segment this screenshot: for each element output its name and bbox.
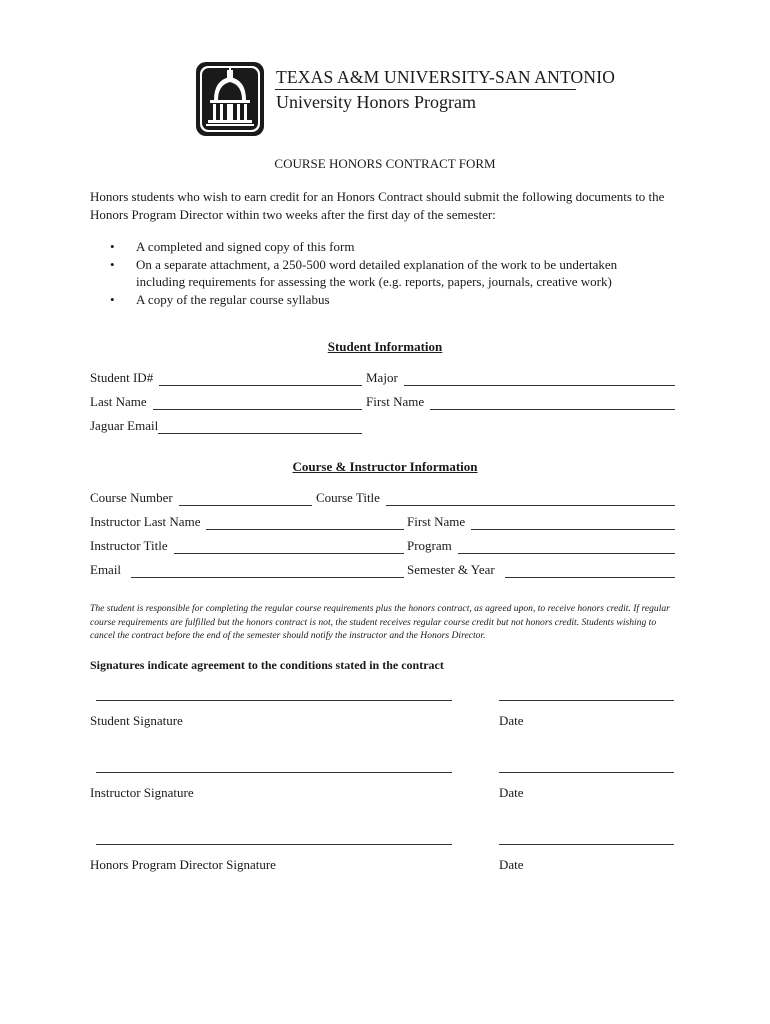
semester-year-field[interactable]: Semester & Year (407, 562, 675, 578)
course-title-line[interactable] (386, 492, 675, 506)
semester-year-line[interactable] (505, 564, 675, 578)
program-line[interactable] (458, 540, 675, 554)
intro-paragraph: Honors students who wish to earn credit for an Honors Contract should submit the following documents to the Honors Program Director within two weeks after the first day of the semester: (90, 189, 665, 222)
student-id-line[interactable] (159, 372, 362, 386)
bullet-dot: • (110, 291, 115, 307)
student-info-heading: Student Information (327, 339, 443, 354)
email-semester-row (90, 562, 675, 580)
student-date-label: Date (499, 713, 524, 728)
jaguar-email-line[interactable] (158, 420, 362, 434)
jaguar-email-field[interactable]: Jaguar Email (90, 418, 362, 434)
director-date-line[interactable] (499, 844, 674, 845)
major-line[interactable] (404, 372, 675, 386)
name-row (90, 394, 675, 412)
instructor-first-name-line[interactable] (471, 516, 675, 530)
list-item: • A completed and signed copy of this form (110, 239, 355, 254)
instructor-signature-label: Instructor Signature (90, 785, 194, 800)
university-name: TEXAS A&M UNIVERSITY-SAN ANTONIO (276, 67, 616, 87)
instructor-date-line[interactable] (499, 772, 674, 773)
first-name-line[interactable] (430, 396, 675, 410)
director-signature-line[interactable] (96, 844, 452, 845)
form-title: COURSE HONORS CONTRACT FORM (274, 156, 496, 171)
instructor-first-name-field[interactable]: First Name (407, 514, 675, 530)
requirements-list (110, 238, 650, 308)
list-item: • On a separate attachment, a 250-500 word detailed explanation of the work to be undertaken including requirements for assessing the work (e.g. reports, papers, journals, creative work) (110, 256, 618, 289)
student-signature-line[interactable] (96, 700, 452, 701)
student-id-field[interactable]: Student ID# (90, 370, 362, 386)
bullet-dot: • (110, 256, 115, 272)
last-name-line[interactable] (153, 396, 362, 410)
last-name-field[interactable]: Last Name (90, 394, 362, 410)
header-divider (275, 89, 576, 90)
student-date-line[interactable] (499, 700, 674, 701)
instructor-email-line[interactable] (131, 564, 404, 578)
instructor-last-name-field[interactable]: Instructor Last Name (90, 514, 404, 530)
course-row (90, 490, 675, 508)
instructor-email-field[interactable]: Email (90, 562, 404, 578)
instructor-title-field[interactable]: Instructor Title (90, 538, 404, 554)
email-row (90, 418, 675, 436)
course-number-field[interactable]: Course Number (90, 490, 312, 506)
instructor-date-label: Date (499, 785, 524, 800)
bullet-dot: • (110, 239, 115, 254)
course-title-field[interactable]: Course Title (316, 490, 675, 506)
director-signature-label: Honors Program Director Signature (90, 857, 276, 872)
instructor-title-line[interactable] (174, 540, 404, 554)
disclaimer-text: The student is responsible for completing the regular course requirements plus the honors contract, as agreed upon, to receive honors credit. If regular course requirements are fulfilled but the honors contract is not, the student receives regular course credit but not honors credit. Students wishing to cancel the contract before the end of the semester should notify the instructor and the Honors Director. (90, 603, 670, 641)
first-name-field[interactable]: First Name (366, 394, 675, 410)
list-item: • A copy of the regular course syllabus (110, 291, 330, 307)
director-date-label: Date (499, 857, 524, 872)
instructor-name-row (90, 514, 675, 532)
student-signature-label: Student Signature (90, 713, 183, 728)
instructor-last-name-line[interactable] (206, 516, 404, 530)
student-id-major-row (90, 370, 675, 388)
instructor-signature-line[interactable] (96, 772, 452, 773)
program-name: University Honors Program (276, 92, 476, 112)
major-field[interactable]: Major (366, 370, 675, 386)
instructor-title-row (90, 538, 675, 556)
signatures-heading: Signatures indicate agreement to the conditions stated in the contract (90, 658, 444, 672)
program-field[interactable]: Program (407, 538, 675, 554)
course-info-heading: Course & Instructor Information (292, 459, 478, 474)
course-number-line[interactable] (179, 492, 312, 506)
university-seal-icon (194, 60, 266, 138)
